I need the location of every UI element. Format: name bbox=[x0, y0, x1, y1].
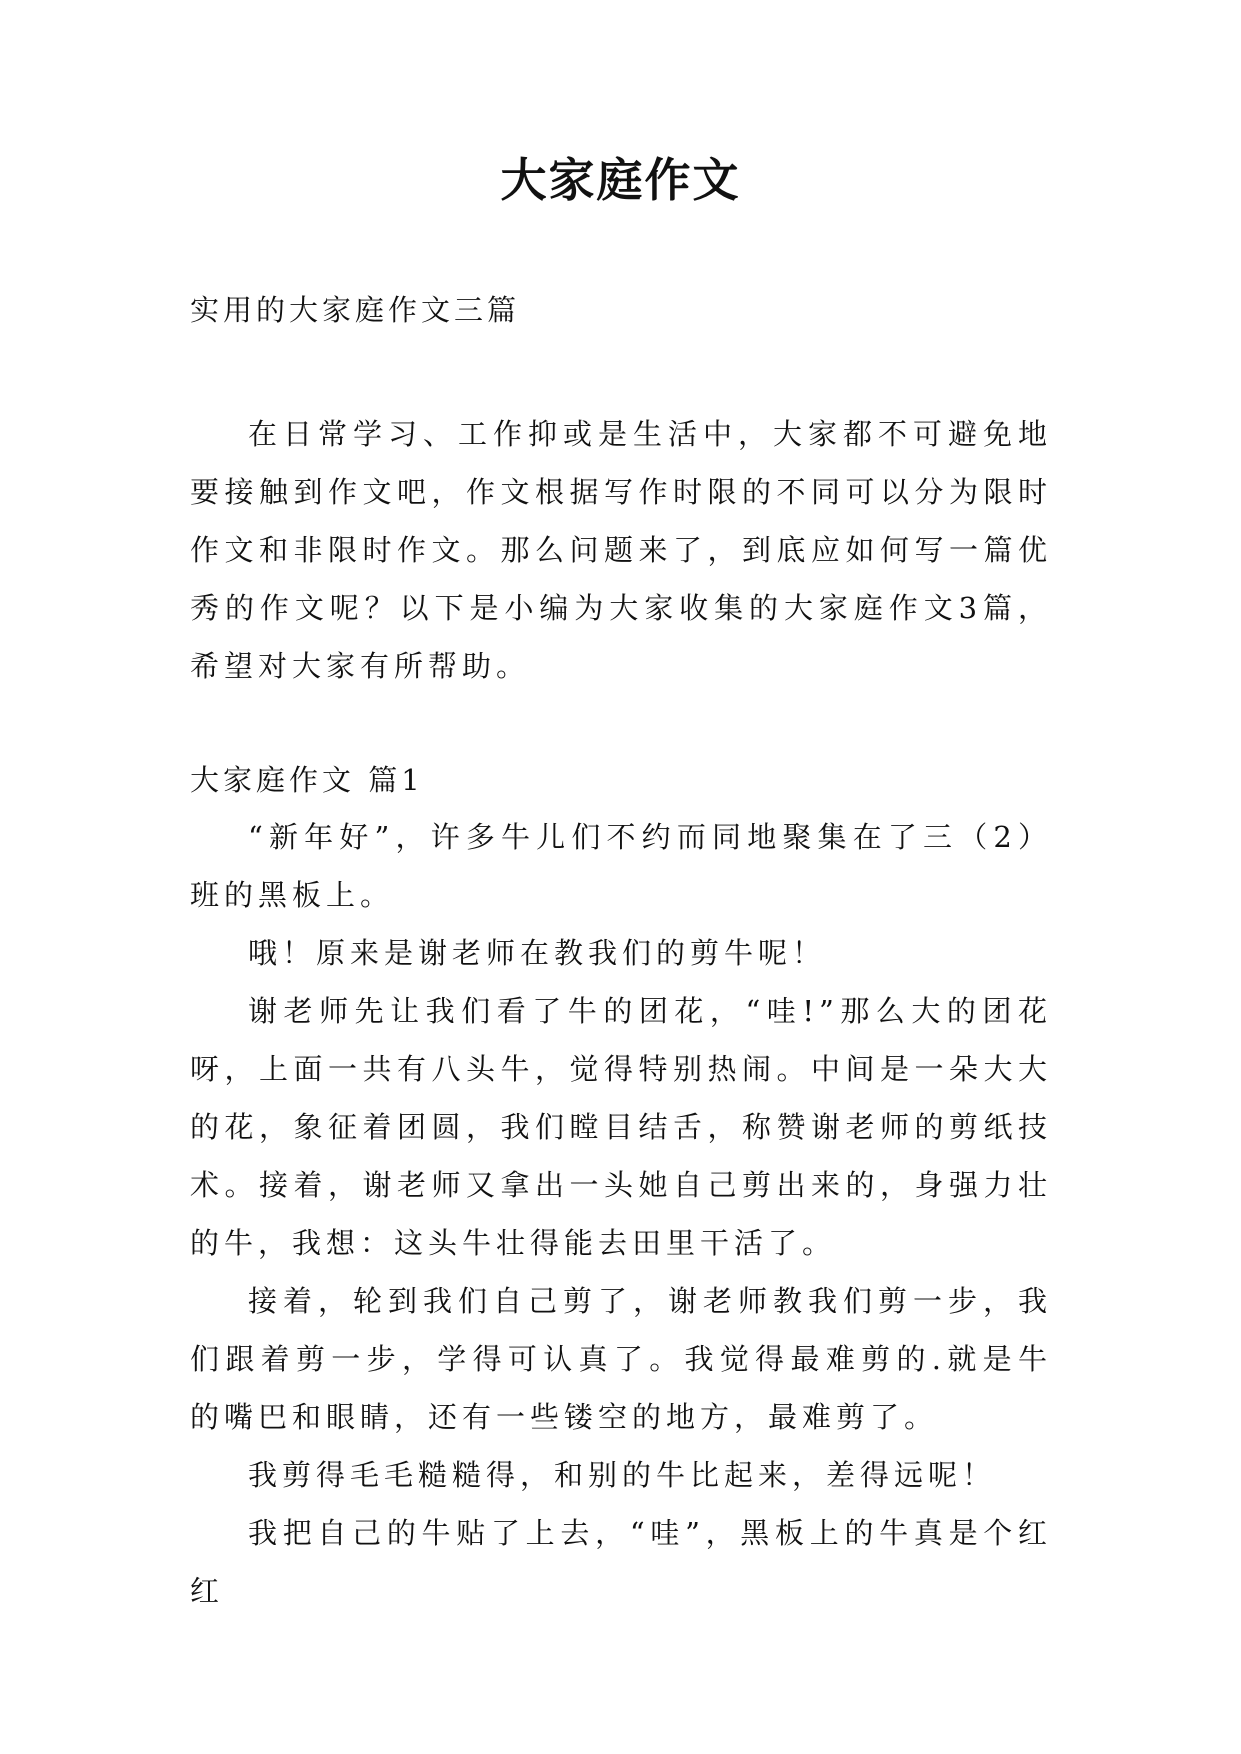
document-title: 大家庭作文 bbox=[500, 153, 741, 207]
article-paragraph-3: 谢老师先让我们看了牛的团花，“哇!”那么大的团花呀，上面一共有八头牛，觉得特别热闹。中间是一朵大大的花，象征着团圆，我们瞠目结舌，称赞谢老师的剪纸技术。接着，谢老师又拿出一头她自己剪出来的，身强力壮的牛，我想：这头牛壮得能去田里干活了。 bbox=[190, 994, 1052, 1260]
intro-paragraph: 在日常学习、工作抑或是生活中，大家都不可避免地要接触到作文吧，作文根据写作时限的不同可以分为限时作文和非限时作文。那么问题来了，到底应如何写一篇优秀的作文呢？以下是小编为大家收集的大家庭作文3篇，希望对大家有所帮助。 bbox=[190, 417, 1052, 683]
article-paragraph-6: 我把自己的牛贴了上去，“哇”，黑板上的牛真是个红红 bbox=[190, 1516, 1052, 1608]
intro-section bbox=[190, 405, 1052, 695]
article-paragraph-2: 哦！原来是谢老师在教我们的剪牛呢！ bbox=[248, 936, 827, 970]
article-paragraph-5: 我剪得毛毛糙糙得，和别的牛比起来，差得远呢！ bbox=[248, 1458, 997, 1492]
article-paragraph-1: “新年好”，许多牛儿们不约而同地聚集在了三（2）班的黑板上。 bbox=[190, 820, 1052, 912]
article-body bbox=[190, 808, 1052, 1620]
article-heading: 大家庭作文 篇1 bbox=[190, 763, 424, 797]
article-paragraph-4: 接着，轮到我们自己剪了，谢老师教我们剪一步，我们跟着剪一步，学得可认真了。我觉得最难剪的.就是牛的嘴巴和眼睛，还有一些镂空的地方，最难剪了。 bbox=[190, 1284, 1052, 1434]
document-subtitle: 实用的大家庭作文三篇 bbox=[190, 293, 521, 327]
